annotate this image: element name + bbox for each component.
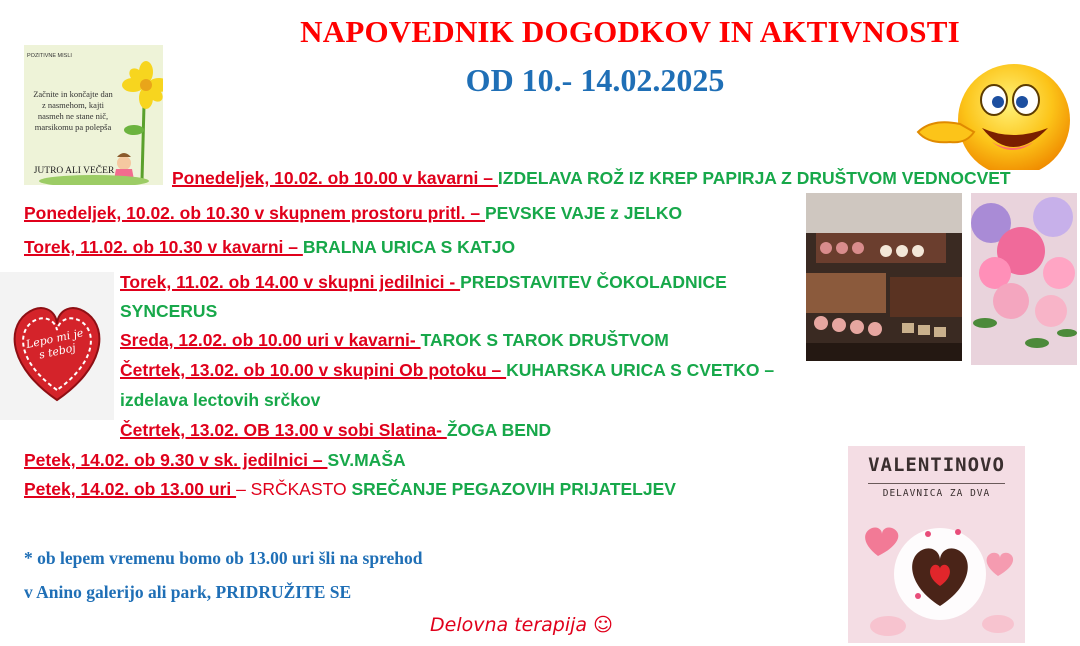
event-dash: – SRČKASTO <box>236 479 352 499</box>
event-when: Četrtek, 13.02. ob 10.00 v skupini Ob potoku – <box>120 360 507 380</box>
event-line-continuation <box>120 390 320 411</box>
event-line <box>24 450 406 471</box>
heart-cookie-text: Lepo mi je s teboj <box>24 326 85 362</box>
event-when: Ponedeljek, 10.02. ob 10.30 v skupnem prostoru pritl. – <box>24 203 485 223</box>
quote-card-brand: POZITIVNE MISLI <box>27 53 72 59</box>
event-line <box>120 330 669 351</box>
event-what: BRALNA URICA S KATJO <box>302 237 516 257</box>
smiley-icon <box>912 62 1080 170</box>
event-line <box>172 168 1011 189</box>
event-when: Ponedeljek, 10.02. ob 10.00 v kavarni – <box>172 168 498 188</box>
event-when: Sreda, 12.02. ob 10.00 uri v kavarni- <box>120 330 421 350</box>
event-what: IZDELAVA ROŽ IZ KREP PAPIRJA Z DRUŠTVOM VEDNOCVET <box>497 168 1011 188</box>
date-range: OD 10.- 14.02.2025 <box>465 62 725 98</box>
footer-signature: Delovna terapija ☺ <box>430 614 613 636</box>
event-what: KUHARSKA URICA S CVETKO – <box>506 360 775 380</box>
valentine-card-title: VALENTINOVO <box>868 454 1005 476</box>
heart-cookie-image <box>0 272 114 420</box>
valentine-card-subtitle: DELAVNICA ZA DVA <box>882 488 991 499</box>
event-when: Torek, 11.02. ob 14.00 v skupni jedilnici - <box>120 272 461 292</box>
walk-note-line2: v Anino galerijo ali park, PRIDRUŽITE SE <box>24 582 352 602</box>
event-what: ŽOGA BEND <box>446 420 552 440</box>
walk-note-line1: * ob lepem vremenu bomo ob 13.00 uri šli na sprehod <box>24 548 423 568</box>
event-what: PREDSTAVITEV ČOKOLADNICE <box>460 272 727 292</box>
event-line <box>24 479 676 500</box>
event-what: SYNCERUS <box>120 301 218 321</box>
event-when: Petek, 14.02. ob 13.00 uri <box>24 479 237 499</box>
event-what: PEVSKE VAJE z JELKO <box>485 203 683 223</box>
event-what: SV.MAŠA <box>327 450 406 470</box>
smiley-emoji-image <box>912 62 1080 170</box>
event-when: Torek, 11.02. ob 10.30 v kavarni – <box>24 237 303 257</box>
quote-card-tagline: JUTRO ALI VEČER <box>33 166 115 176</box>
roses-photo <box>971 193 1077 365</box>
event-line <box>24 237 515 258</box>
quote-card-image <box>24 45 163 185</box>
event-when: Četrtek, 13.02. OB 13.00 v sobi Slatina- <box>120 420 447 440</box>
event-line <box>120 360 774 381</box>
event-when: Petek, 14.02. ob 9.30 v sk. jedilnici – <box>24 450 328 470</box>
event-line-continuation <box>120 301 217 322</box>
page-title: NAPOVEDNIK DOGODKOV IN AKTIVNOSTI <box>300 14 960 49</box>
event-line <box>24 203 682 224</box>
event-line <box>120 272 727 293</box>
chocolates-photo <box>806 193 962 361</box>
event-what: izdelava lectovih srčkov <box>120 390 321 410</box>
valentine-workshop-card <box>848 446 1025 643</box>
quote-card-text: Začnite in končajte dan z nasmehom, kajti nasmeh ne stane nič, marsikomu pa polepša <box>33 89 113 132</box>
event-what: SREČANJE PEGAZOVIH PRIJATELJEV <box>351 479 676 499</box>
event-line <box>120 420 551 441</box>
event-what: TAROK S TAROK DRUŠTVOM <box>420 330 669 350</box>
